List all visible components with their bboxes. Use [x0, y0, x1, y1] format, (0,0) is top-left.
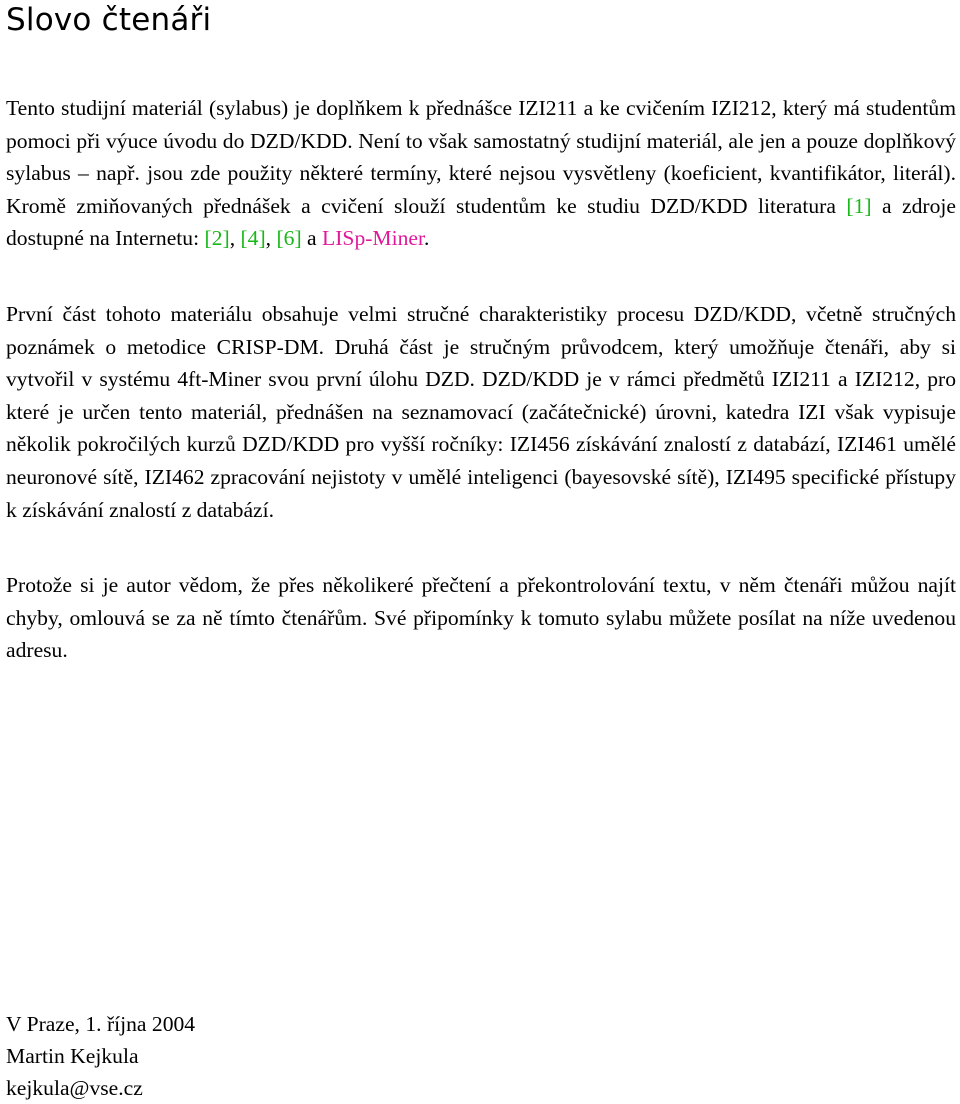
citation-6-link[interactable]: [6]: [276, 226, 302, 251]
paragraph-intro: [6, 92, 956, 255]
text-run: ,: [265, 226, 277, 251]
text-run: a zdroje dostupné na Internetu:: [6, 193, 956, 251]
paragraph-errata-note: Protože si je autor vědom, že přes několikeré přečtení a překontrolování textu, v něm čtenáři můžou najít chyby, omlouvá se za ně tímto čtenářům. Své připomínky k tomuto sylabu můžete posílat na níže uvedenou adresu.: [6, 573, 956, 663]
lisp-miner-link[interactable]: LISp-Miner: [322, 226, 425, 251]
signature-place-date: V Praze, 1. října 2004: [6, 1012, 196, 1036]
signature-author: Martin Kejkula: [6, 1044, 139, 1068]
text-run: .: [424, 226, 430, 251]
text-run: ,: [229, 226, 241, 251]
paragraph-content-overview: První část tohoto materiálu obsahuje velmi stručné charakteristiky procesu DZD/KDD, včetně stručných poznámek o metodice CRISP-DM. Druhá část je stručným průvodcem, který umožňuje čtenáři, aby si vytvořil v systému 4ft-Miner svou první úlohu DZD. DZD/KDD je v rámci předmětů IZI211 a IZI212, pro které je určen tento materiál, přednášen na seznamovací (začátečnické) úrovni, katedra IZI však vypisuje několik pokročilých kurzů DZD/KDD pro vyšší ročníky: IZI456 získávání znalostí z databází, IZI461 umělé neuronové sítě, IZI462 zpracování nejistoty v umělé inteligenci (bayesovské sítě), IZI495 specifické přístupy k získávání znalostí z databází.: [6, 302, 956, 522]
text-run: a: [301, 226, 323, 251]
text-run: Tento studijní materiál (sylabus) je doplňkem k přednášce IZI211 a ke cvičením IZI212, který má studentům pomoci při výuce úvodu do DZD/KDD. Není to však samostatný studijní materiál, ale jen a pouze doplňkový sylabus – např. jsou zde použity některé termíny, které nejsou vysvětleny (koeficient, kvantifikátor, literál). Kromě zmiňovaných přednášek a cvičení slouží studentům ke studiu DZD/KDD literatura: [6, 96, 956, 218]
signature-email: kejkula@vse.cz: [6, 1076, 143, 1100]
page-title: Slovo čtenáři: [6, 2, 212, 38]
signature-block: [6, 1008, 195, 1104]
citation-4-link[interactable]: [4]: [240, 226, 266, 251]
citation-2-link[interactable]: [2]: [204, 226, 230, 251]
citation-1-link[interactable]: [1]: [846, 193, 872, 218]
